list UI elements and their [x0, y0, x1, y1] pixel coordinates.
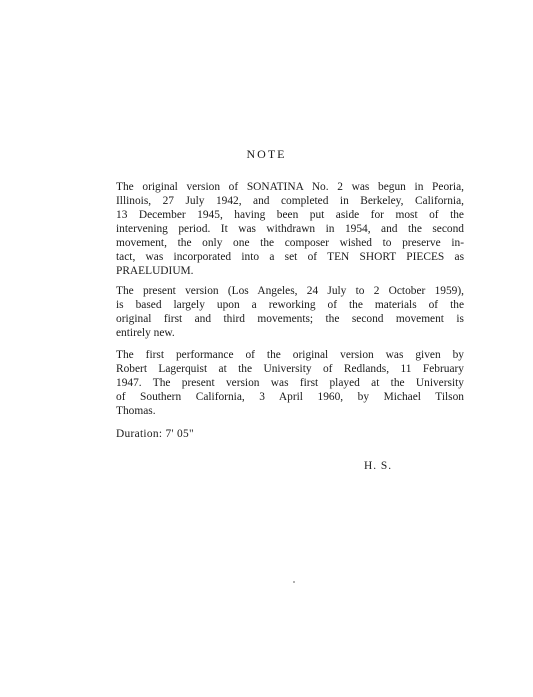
- paragraph-present-version: [116, 284, 464, 340]
- author-initials: H. S.: [364, 460, 393, 472]
- text-line: PRAELUDIUM.: [116, 265, 194, 277]
- text-line: The original version of SONATINA No. 2 was begun in Peoria,: [116, 181, 464, 193]
- paragraph-performance: [116, 348, 464, 418]
- page-speck: [293, 581, 295, 583]
- paragraph-history: [116, 180, 464, 278]
- note-heading: NOTE: [246, 147, 287, 161]
- text-line: Illinois, 27 July 1942, and completed in Berkeley, California,: [116, 195, 464, 207]
- text-line: intervening period. It was withdrawn in 1954, and the second: [116, 223, 464, 235]
- text-line: Robert Lagerquist at the University of Redlands, 11 February: [116, 363, 464, 375]
- text-line: Thomas.: [116, 405, 156, 417]
- text-line: tact, was incorporated into a set of TEN SHORT PIECES as: [116, 251, 464, 263]
- text-line: movement, the only one the composer wished to preserve in-: [116, 237, 464, 249]
- text-line: 13 December 1945, having been put aside for most of the: [116, 209, 464, 221]
- text-line: entirely new.: [116, 327, 175, 339]
- text-line: The present version (Los Angeles, 24 July to 2 October 1959),: [116, 285, 464, 297]
- text-line: 1947. The present version was first played at the University: [116, 377, 464, 389]
- duration-text: Duration: 7' 05": [116, 428, 194, 440]
- text-line: original first and third movements; the second movement is: [116, 313, 464, 325]
- text-line: is based largely upon a reworking of the materials of the: [116, 299, 464, 311]
- text-line: of Southern California, 3 April 1960, by Michael Tilson: [116, 391, 464, 403]
- text-line: The first performance of the original version was given by: [116, 349, 464, 361]
